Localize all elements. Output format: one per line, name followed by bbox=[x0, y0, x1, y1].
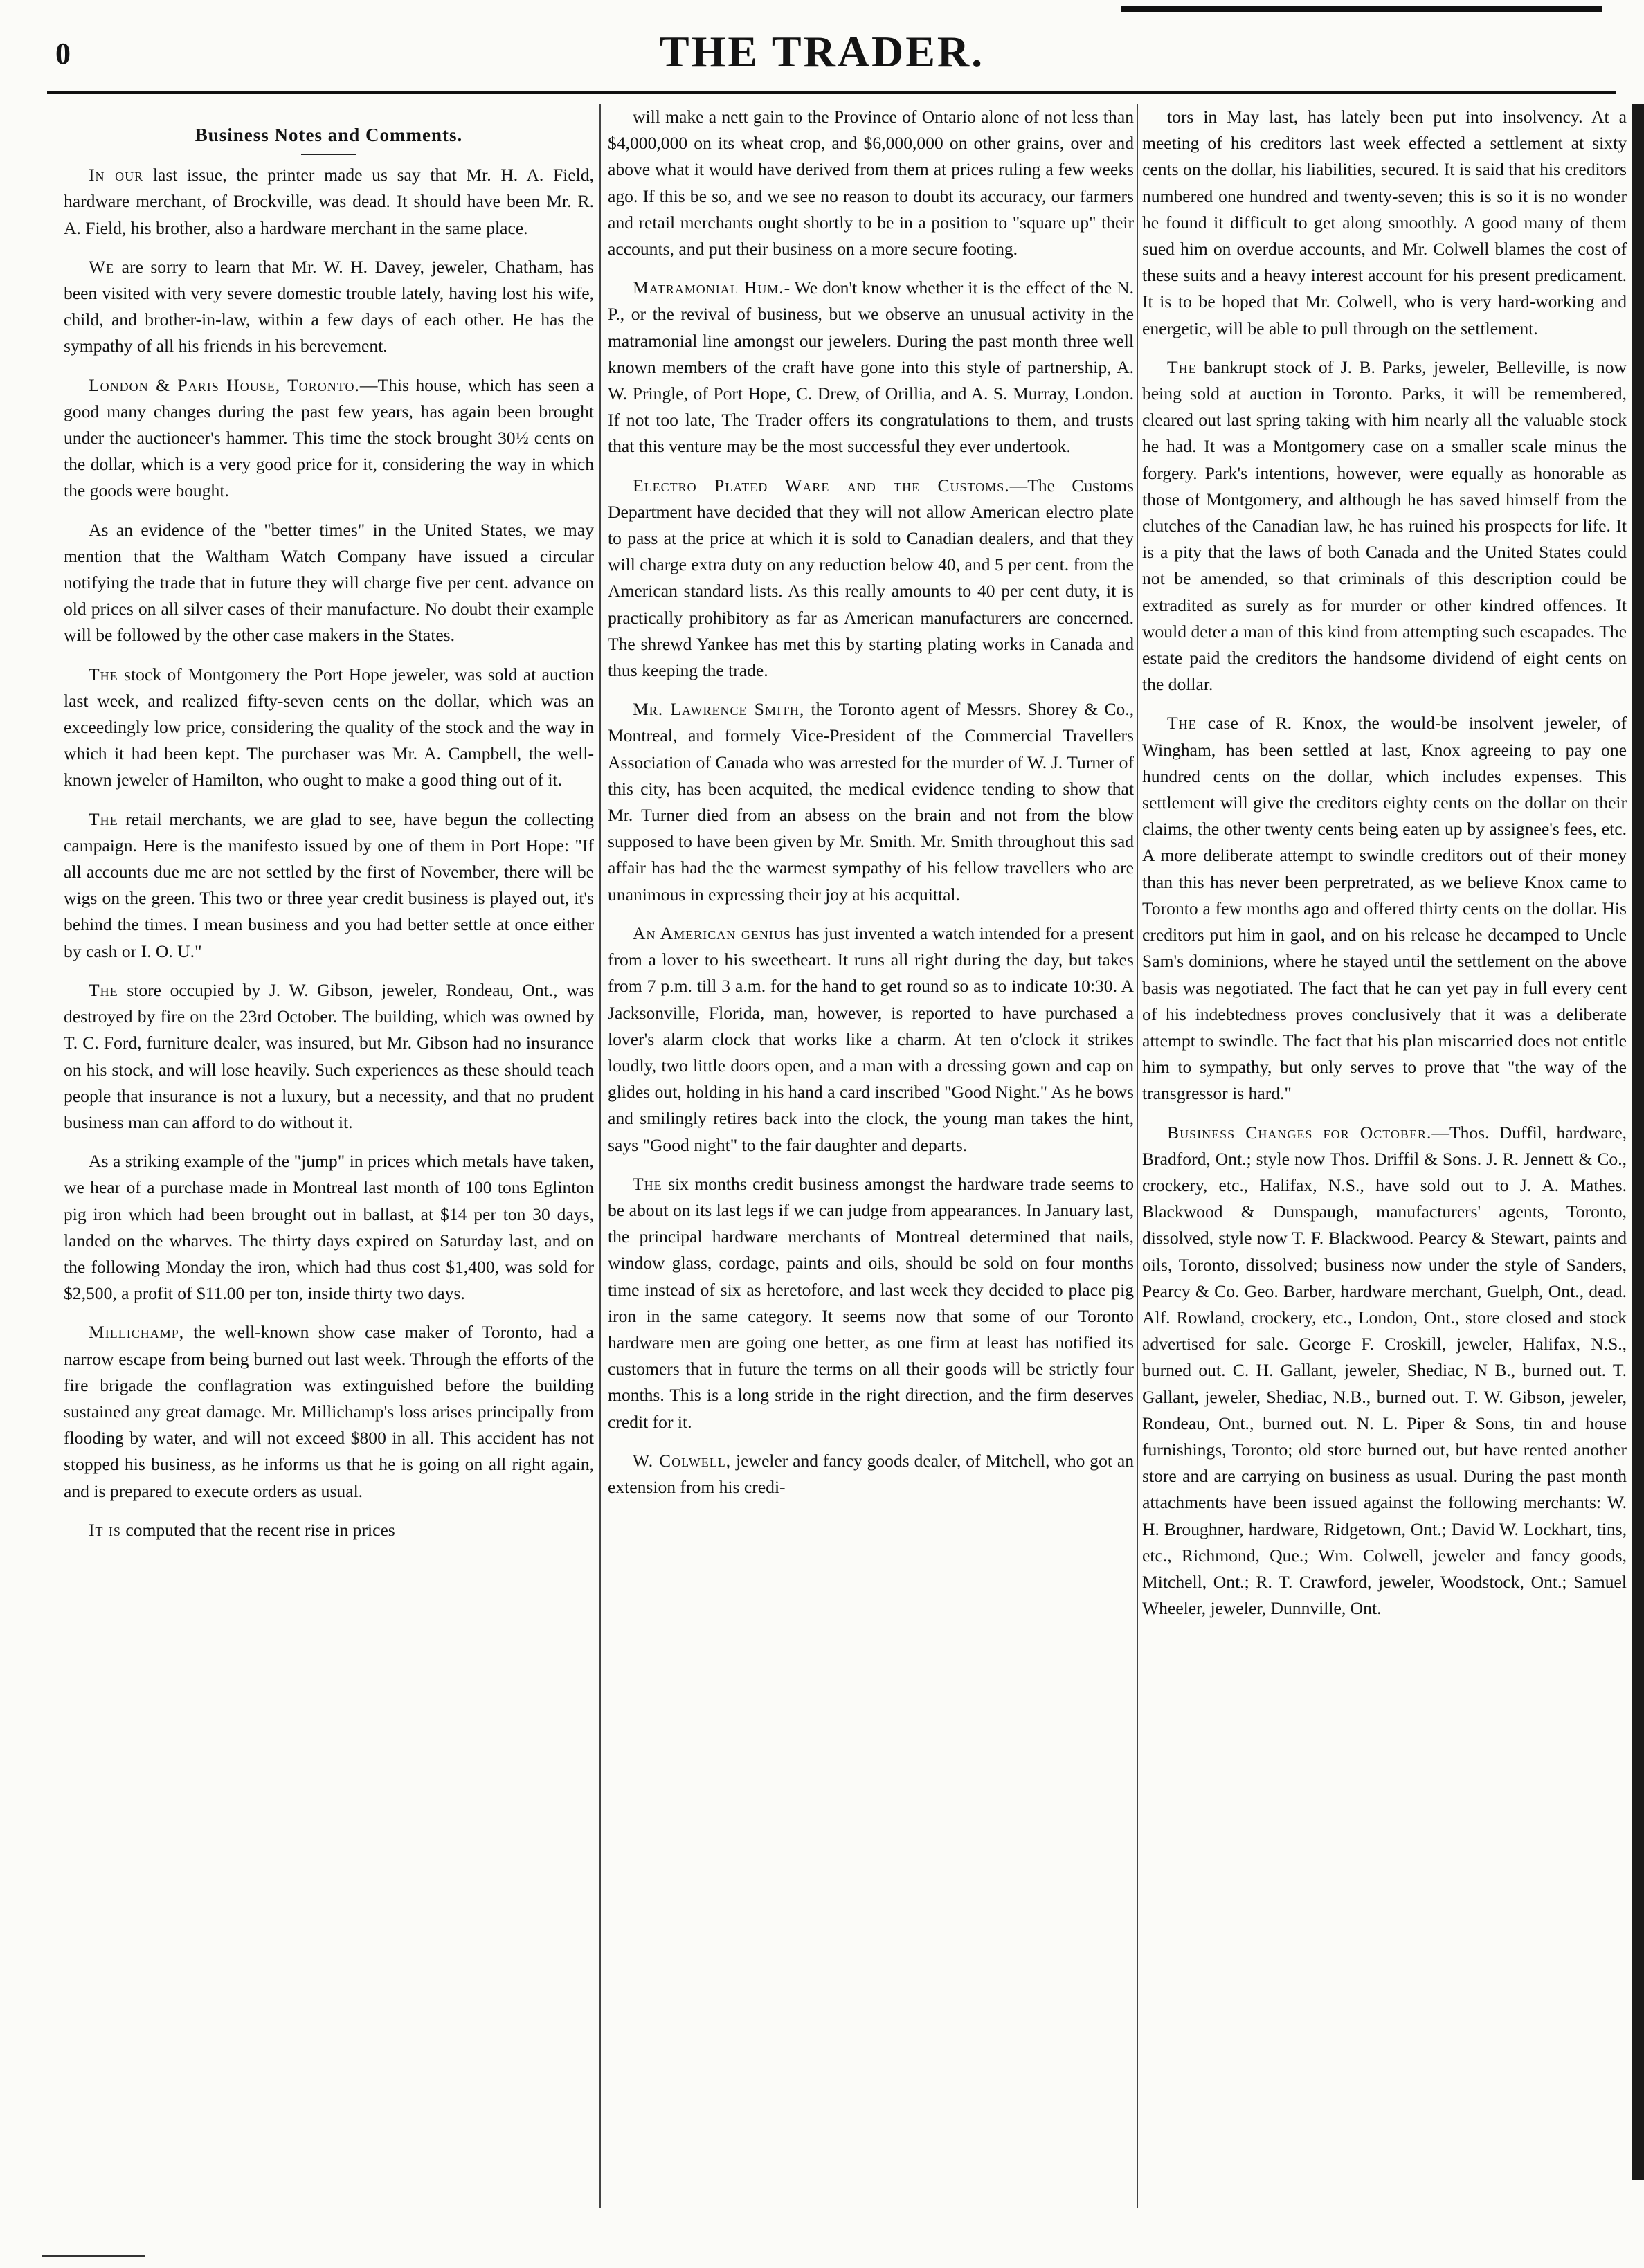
article-paragraph bbox=[64, 254, 594, 360]
paragraph-lead: Millichamp, bbox=[89, 1322, 185, 1343]
paragraph-text: are sorry to learn that Mr. W. H. Davey, jeweler, Chatham, has been visited with very severe domestic trouble lately, having lost his wife, child, and brother-in-law, within a few days of each other. He has the sympathy of all his friends in his berevement. bbox=[64, 256, 594, 356]
title-rule bbox=[301, 154, 356, 155]
paragraph-lead: Electro Plated Ware and the Customs. bbox=[633, 475, 1010, 496]
paragraph-text: —Thos. Duffil, hardware, Bradford, Ont.; style now Thos. Driffil & Sons. J. R. Jennett & Co., crockery, etc., Halifax, N.S., have sold out to J. A. Mathes. Blackwood & Dunspaugh, manufacturers' agents, Toronto, dissolved, style now T. F. Blackwood. Pearcy & Stewart, paints and oils, Toronto, dissolved; business now under the style of Sanders, Pearcy & Co. Geo. Barber, hardware merchant, Guelph, Ont., dead. Alf. Rowland, crockery, etc., London, Ont., store closed and stock advertised for sale. George F. Croskill, jeweler, Halifax, N.S., burned out. C. H. Gallant, jeweler, Shediac, N B., burned out. T. Gallant, jeweler, Shediac, N.B., burned out. T. W. Gibson, jeweler, Rondeau, Ont., burned out. N. L. Piper & Sons, tin and house furnishings, Toronto; old store burned out, but have rented another store and are carrying on business as usual. During the past month attachments have been issued against the following merchants: W. H. Broughner, hardware, Ridgetown, Ont.; David W. Lockhart, tins, etc., Richmond, Que.; Wm. Colwell, jeweler and fancy goods, Mitchell, Ont.; R. T. Crawford, jeweler, Woodstock, Ont.; Samuel Wheeler, jeweler, Dunnville, Ont. bbox=[1142, 1122, 1627, 1619]
page-number: 0 bbox=[55, 37, 71, 71]
paragraph-lead: The bbox=[1167, 356, 1197, 377]
column-divider bbox=[1137, 104, 1138, 2208]
column-3 bbox=[1142, 104, 1627, 2235]
paragraph-lead: W. Colwell, bbox=[633, 1450, 732, 1471]
section-title: Business Notes and Comments. bbox=[195, 125, 463, 145]
paragraph-text: the well-known show case maker of Toronto, had a narrow escape from being burned out last week. Through the efforts of the fire brigade the conflagration was extinguished before the building sustained any great damage. Mr. Millichamp's loss arises principally from flooding by water, and will not exceed $800 in all. This accident has not stopped his business, as he informs us that he is going on all right again, and is prepared to execute orders as usual. bbox=[64, 1322, 594, 1501]
footer-rule bbox=[42, 2255, 145, 2257]
paragraph-text: As a striking example of the "jump" in prices which metals have taken, we hear of a purchase made in Montreal last month of 100 tons Eglinton pig iron which had been brought out in ballast, at $14 per ton 30 days, landed on the wharves. The thirty days expired on Saturday last, and on the following Monday the iron, which had thus cost $1,400, was sold for $2,500, a profit of $11.00 per ton, inside thirty two days. bbox=[64, 1151, 594, 1304]
header-rule bbox=[47, 91, 1616, 94]
scan-edge-shadow bbox=[1632, 104, 1644, 2180]
article-paragraph bbox=[64, 662, 594, 794]
article-paragraph bbox=[608, 275, 1134, 460]
paragraph-lead: The bbox=[633, 1173, 662, 1194]
paragraph-lead: The bbox=[89, 808, 118, 829]
column-2 bbox=[608, 104, 1134, 2235]
top-border-rule bbox=[1121, 6, 1602, 12]
paragraph-lead: It is bbox=[89, 1519, 121, 1540]
paragraph-text: the Toronto agent of Messrs. Shorey & Co., Montreal, and formely Vice-President of the Commercial Travellers Association of Canada who was arrested for the murder of W. J. Turner of this city, has been acquited, the medical evidence tending to show that Mr. Turner died from an absess on the brain and not from the blow supposed to have been given by Mr. Smith. Mr. Smith throughout this sad affair has had the the warmest sympathy of his fellow travellers who are unanimous in expressing their joy at his acquittal. bbox=[608, 699, 1134, 905]
paragraph-text: —This house, which has seen a good many changes during the past few years, has again been brought under the auctioneer's hammer. This time the stock brought 30½ cents on the dollar, which is a very good price for it, considering the way in which the goods were bought. bbox=[64, 374, 594, 501]
column-1 bbox=[64, 104, 594, 2235]
paragraph-lead: The bbox=[89, 664, 118, 684]
paragraph-text: case of R. Knox, the would-be insolvent jeweler, of Wingham, has been settled at last, Knox agreeing to pay one hundred cents on the dollar, which includes expenses. This settlement will give the creditors eighty cents on the dollar on their claims, the other twenty cents being eaten up by assignee's fees, etc. A more deliberate attempt to swindle creditors out of their money than this has never been perpretrated, as we believe Knox came to Toronto a few months ago and offered thirty cents on the dollar. His creditors put him in gaol, and on his release he decamped to Uncle Sam's dominions, where he stayed until the settlement on the above basis was negotiated. The fact that he can yet pay in full every cent of his indebtedness proves conclusively that it was a deliberate attempt to swindle. The fact that his plan miscarried does not entitle him to sympathy, but only serves to prove that "the way of the transgressor is hard." bbox=[1142, 713, 1627, 1104]
paragraph-text: bankrupt stock of J. B. Parks, jeweler, Belleville, is now being sold at auction in Toronto. Parks, it will be remembered, cleared out last spring taking with him nearly all the valuable stock he had. It was a Montgomery case on a smaller scale minus the forgery. Park's intentions, however, were equally as honorable as those of Montgomery, and although he has saved himself from the clutches of the Canadian law, he has ruined his prospects for life. It is a pity that the laws of both Canada and the United States could not be amended, so that criminals of this description could be extradited as surely as for murder or other kindred offences. It would deter a man of this kind from attempting such escapades. The estate paid the creditors the handsome dividend of eight cents on the dollar. bbox=[1142, 356, 1627, 695]
article-paragraph bbox=[64, 517, 594, 649]
article-paragraph bbox=[1142, 354, 1627, 698]
article-paragraph bbox=[608, 1171, 1134, 1435]
article-paragraph bbox=[608, 1448, 1134, 1500]
paragraph-lead: We bbox=[89, 256, 115, 277]
article-paragraph bbox=[64, 162, 594, 242]
article-paragraph bbox=[608, 104, 1134, 262]
paragraph-text: has just invented a watch intended for a present from a lover to his sweetheart. It runs all right during the day, but takes from 7 p.m. till 3 a.m. for the hand to get round so as to indicate 10:30. A Jacksonville, Florida, man, however, is reported to have purchased a lover's alarm clock that works like a charm. At ten o'clock it strikes loudly, two little doors open, and a man with a dressing gown and cap on glides out, holding in his hand a card inscribed "Good Night." As he bows and smilingly retires back into the clock, the young man takes the hint, says "Good night" to the fair daughter and departs. bbox=[608, 923, 1134, 1155]
paragraph-text: tors in May last, has lately been put into insolvency. At a meeting of his creditors last week effected a settlement at sixty cents on the dollar, his liabilities, secured. It is said that his creditors numbered one hundred and twenty-seven; this is so it is no wonder he found it difficult to get along smoothly. A good many of them sued him on overdue accounts, and Mr. Colwell blames the cost of these suits and a heavy interest account for his present predicament. It is to be hoped that Mr. Colwell, who is very hard-working and energetic, will be able to pull through on the settlement. bbox=[1142, 107, 1627, 338]
column-divider bbox=[599, 104, 601, 2208]
article-paragraph bbox=[64, 806, 594, 965]
paragraph-text: store occupied by J. W. Gibson, jeweler, Rondeau, Ont., was destroyed by fire on the 23rd October. The building, which was owned by T. C. Ford, furniture dealer, was insured, but Mr. Gibson had no insurance on his stock, and will lose heavily. Such experiences as these should teach people that insurance is not a luxury, but a necessity, and that no prudent business man can afford to do without it. bbox=[64, 979, 594, 1132]
paragraph-lead: London & Paris House, Toronto. bbox=[89, 374, 360, 395]
paragraph-lead: In our bbox=[89, 165, 144, 185]
paragraph-text: will make a nett gain to the Province of Ontario alone of not less than $4,000,000 on its wheat crop, and $6,000,000 on other grains, over and above what it would have derived from them at prices ruling a few weeks ago. If this be so, and we see no reason to doubt its accuracy, our farmers and retail merchants ought shortly to be in a position to "square up" their accounts, and put their business on a more secure footing. bbox=[608, 107, 1134, 260]
paragraph-text: stock of Montgomery the Port Hope jeweler, was sold at auction last week, and realized fifty-seven cents on the dollar, which was an exceedingly low price, considering the quality of the stock and the way in which it had been kept. The purchaser was Mr. A. Campbell, the well-known jeweler of Hamilton, who ought to make a good thing out of it. bbox=[64, 664, 594, 790]
paragraph-lead: Matramonial Hum. bbox=[633, 278, 784, 298]
article-paragraph bbox=[64, 1319, 594, 1504]
paragraph-text: six months credit business amongst the hardware trade seems to be about on its last legs if we can judge from appearances. In January last, the principal hardware merchants of Montreal determined that nails, window glass, cordage, paints and oils, should be sold on four months time instead of six as heretofore, and last week they decided to place pig iron in the same category. It seems now that some of our Toronto hardware men are going one better, as one firm at least has notified its customers that in future the terms on all their goods will be strictly four months. This is a long stride in the right direction, and the firm deserves credit for it. bbox=[608, 1173, 1134, 1432]
article-paragraph bbox=[64, 1517, 594, 1543]
paragraph-text: —The Customs Department have decided that they will not allow American electro plate to pass at the price at which it is sold to Canadian dealers, and that they will charge extra duty on any reduction below 40, and 5 per cent. from the American standard lists. As this really amounts to 40 per cent duty, it is practically prohibitory as far as American manufacturers are concerned. The shrewd Yankee has met this by starting plating works in Canada and thus keeping the trade. bbox=[608, 475, 1134, 681]
article-paragraph bbox=[64, 1148, 594, 1307]
paragraph-lead: The bbox=[89, 979, 118, 1000]
article-paragraph bbox=[1142, 1120, 1627, 1622]
article-paragraph bbox=[608, 920, 1134, 1159]
paragraph-text: jeweler and fancy goods dealer, of Mitchell, who got an extension from his credi- bbox=[608, 1450, 1134, 1497]
paragraph-text: - We don't know whether it is the effect of the N. P., or the revival of business, but we observe an unusual activity in the matramonial line amongst our jewelers. During the past month three well known members of the craft have gone into this style of partnership, A. W. Pringle, of Port Hope, C. Drew, of Orillia, and A. S. Murray, London. If not too late, The Trader offers its congratulations to them, and trusts that this venture may be the most successful they ever undertook. bbox=[608, 278, 1134, 457]
article-paragraph bbox=[608, 473, 1134, 684]
paragraph-text: retail merchants, we are glad to see, have begun the collecting campaign. Here is the manifesto issued by one of them in Port Hope: "If all accounts due me are not settled by the first of November, there will be wigs on the green. This two or three year credit business is played out, it's behind the times. I mean business and you had better settle at once either by cash or I. O. U." bbox=[64, 808, 594, 961]
paragraph-text: As an evidence of the "better times" in the United States, we may mention that the Waltham Watch Company have issued a circular notifying the trade that in future they will charge five per cent. advance on old prices on all silver cases of their manufacture. No doubt their example will be followed by the other case makers in the States. bbox=[64, 519, 594, 646]
paragraph-lead: An American genius bbox=[633, 923, 791, 943]
article-paragraph bbox=[1142, 710, 1627, 1107]
article-paragraph bbox=[64, 372, 594, 505]
article-paragraph bbox=[1142, 104, 1627, 342]
paragraph-text: computed that the recent rise in prices bbox=[120, 1519, 395, 1540]
article-paragraph bbox=[608, 696, 1134, 908]
paragraph-text: last issue, the printer made us say that Mr. H. A. Field, hardware merchant, of Brockville, was dead. It should have been Mr. R. A. Field, his brother, also a hardware merchant in the same place. bbox=[64, 165, 594, 238]
paragraph-lead: The bbox=[1167, 713, 1197, 734]
paragraph-lead: Mr. Lawrence Smith, bbox=[633, 699, 805, 720]
masthead-title: THE TRADER. bbox=[659, 27, 985, 76]
paragraph-lead: Business Changes for October. bbox=[1167, 1122, 1432, 1143]
article-paragraph bbox=[64, 977, 594, 1136]
